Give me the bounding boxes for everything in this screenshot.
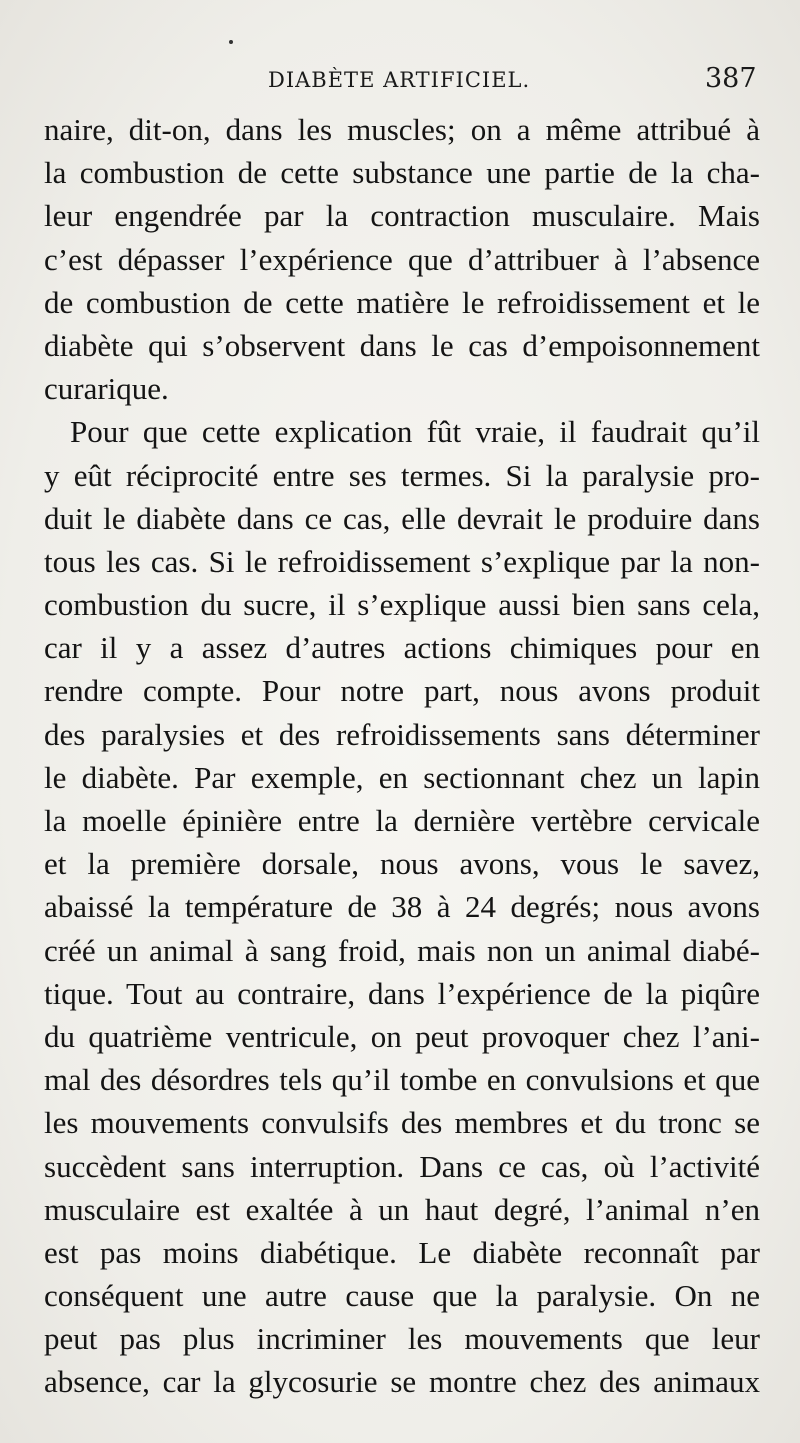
text-line: tous les cas. Si le refroidissement s’explique par la non- [44, 543, 760, 579]
ink-dot [229, 40, 233, 44]
text-line: peut pas plus incriminer les mouvements que leur [44, 1321, 760, 1357]
text-line: conséquent une autre cause que la paralysie. On ne [44, 1278, 760, 1314]
paragraph-first-line: Pour que cette explication fût vraie, il faudrait qu’il [70, 414, 760, 450]
text-line: des paralysies et des refroidissements sans déterminer [44, 716, 760, 752]
text-line: musculaire est exaltée à un haut degré, l’animal n’en [44, 1191, 760, 1227]
text-line: de combustion de cette matière le refroidissement et le [44, 284, 760, 320]
text-line: rendre compte. Pour notre part, nous avons produit [44, 673, 760, 709]
text-line: car il y a assez d’autres actions chimiques pour en [44, 630, 760, 666]
text-line: mal des désordres tels qu’il tombe en convulsions et que [44, 1062, 760, 1098]
text-line: combustion du sucre, il s’explique aussi bien sans cela, [44, 587, 760, 623]
text-line: et la première dorsale, nous avons, vous le savez, [44, 846, 760, 882]
text-line: c’est dépasser l’expérience que d’attribuer à l’absence [44, 241, 760, 277]
body-text [44, 108, 760, 1404]
text-line: les mouvements convulsifs des membres et du tronc se [44, 1105, 760, 1141]
text-line: abaissé la température de 38 à 24 degrés; nous avons [44, 889, 760, 925]
text-line: créé un animal à sang froid, mais non un animal diabé- [44, 932, 760, 968]
text-line: la moelle épinière entre la dernière vertèbre cervicale [44, 803, 760, 838]
text-line: diabète qui s’observent dans le cas d’empoisonnement [44, 327, 760, 363]
text-line: duit le diabète dans ce cas, elle devrait le produire dans [44, 500, 760, 536]
text-line: la combustion de cette substance une partie de la cha- [44, 155, 760, 191]
text-line: y eût réciprocité entre ses termes. Si la paralysie pro- [44, 457, 760, 493]
text-line: absence, car la glycosurie se montre chez des animaux [44, 1364, 760, 1400]
text-line: naire, dit-on, dans les muscles; on a même attribué à [44, 112, 760, 147]
text-line: curarique. [44, 371, 169, 407]
text-line: est pas moins diabétique. Le diabète reconnaît par [44, 1234, 760, 1270]
page-number: 387 [705, 63, 757, 94]
running-title: DIABÈTE ARTIFICIEL. [268, 68, 531, 92]
text-line: tique. Tout au contraire, dans l’expérience de la piqûre [44, 975, 760, 1011]
text-line: le diabète. Par exemple, en sectionnant chez un lapin [44, 759, 760, 795]
text-line: leur engendrée par la contraction musculaire. Mais [44, 198, 760, 234]
text-line: succèdent sans interruption. Dans ce cas, où l’activité [44, 1148, 760, 1184]
text-line: du quatrième ventricule, on peut provoquer chez l’ani- [44, 1018, 760, 1054]
